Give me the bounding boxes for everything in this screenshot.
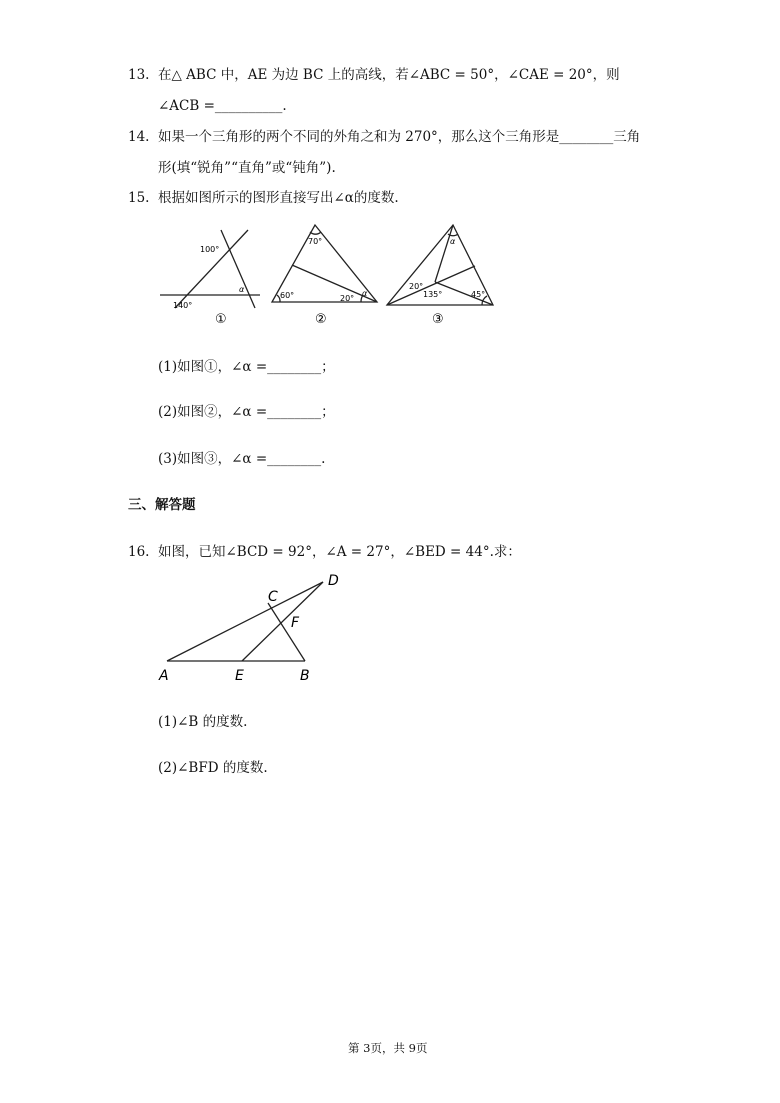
point-E: E [235, 668, 244, 684]
fig1-angle-140: 140° [173, 301, 193, 310]
q16-figure [155, 570, 355, 685]
fig3-alpha: α [450, 237, 456, 246]
q16-number: 16. [128, 544, 150, 560]
q16-text: 如图，已知∠BCD = 92°，∠A = 27°，∠BED = 44°.求： [158, 544, 521, 560]
fig1-angle-100: 100° [200, 245, 220, 254]
q13-number: 13. [128, 67, 150, 83]
q13-line2: ∠ACB =__________. [158, 98, 287, 114]
point-C: C [268, 589, 278, 605]
fig3-angle-45: 45° [471, 290, 486, 299]
section-title: 三、解答题 [128, 497, 196, 513]
fig1-alpha: α [239, 285, 245, 294]
point-D: D [328, 573, 339, 589]
fig2-angle-70: 70° [308, 237, 323, 246]
fig3-label: ③ [432, 312, 444, 327]
page-footer: 第 3页，共 9页 [348, 1041, 428, 1055]
point-A: A [159, 668, 169, 684]
q15-sub3: (3)如图③，∠α =________. [158, 451, 326, 467]
fig3-angle-20: 20° [409, 282, 424, 291]
q14-line2: 形(填“锐角”“直角”或“钝角”). [158, 160, 336, 176]
fig3-angle-135: 135° [423, 290, 443, 299]
q15-number: 15. [128, 190, 150, 206]
q15-sub2: (2)如图②，∠α =________； [158, 404, 335, 420]
fig2-label: ② [315, 312, 327, 327]
q16-sub2: (2)∠BFD 的度数. [158, 760, 268, 776]
q14-number: 14. [128, 129, 150, 145]
q15-figures [155, 220, 500, 330]
point-F: F [291, 615, 300, 631]
fig2-angle-60: 60° [280, 291, 295, 300]
q15-figure-1 [160, 230, 260, 308]
fig1-label: ① [215, 312, 227, 327]
q15-text: 根据如图所示的图形直接写出∠α的度数. [158, 190, 399, 206]
q14-line1: 如果一个三角形的两个不同的外角之和为 270°，那么这个三角形是________三角 [158, 129, 641, 145]
point-B: B [300, 668, 310, 684]
fig2-angle-20: 20° [340, 294, 355, 303]
fig2-alpha: α [362, 289, 368, 298]
q13-line1: 在△ ABC 中，AE 为边 BC 上的高线，若∠ABC = 50°，∠CAE = 20°，则 [158, 67, 620, 83]
q16-sub1: (1)∠B 的度数. [158, 714, 248, 730]
q15-sub1: (1)如图①，∠α =________； [158, 359, 335, 375]
